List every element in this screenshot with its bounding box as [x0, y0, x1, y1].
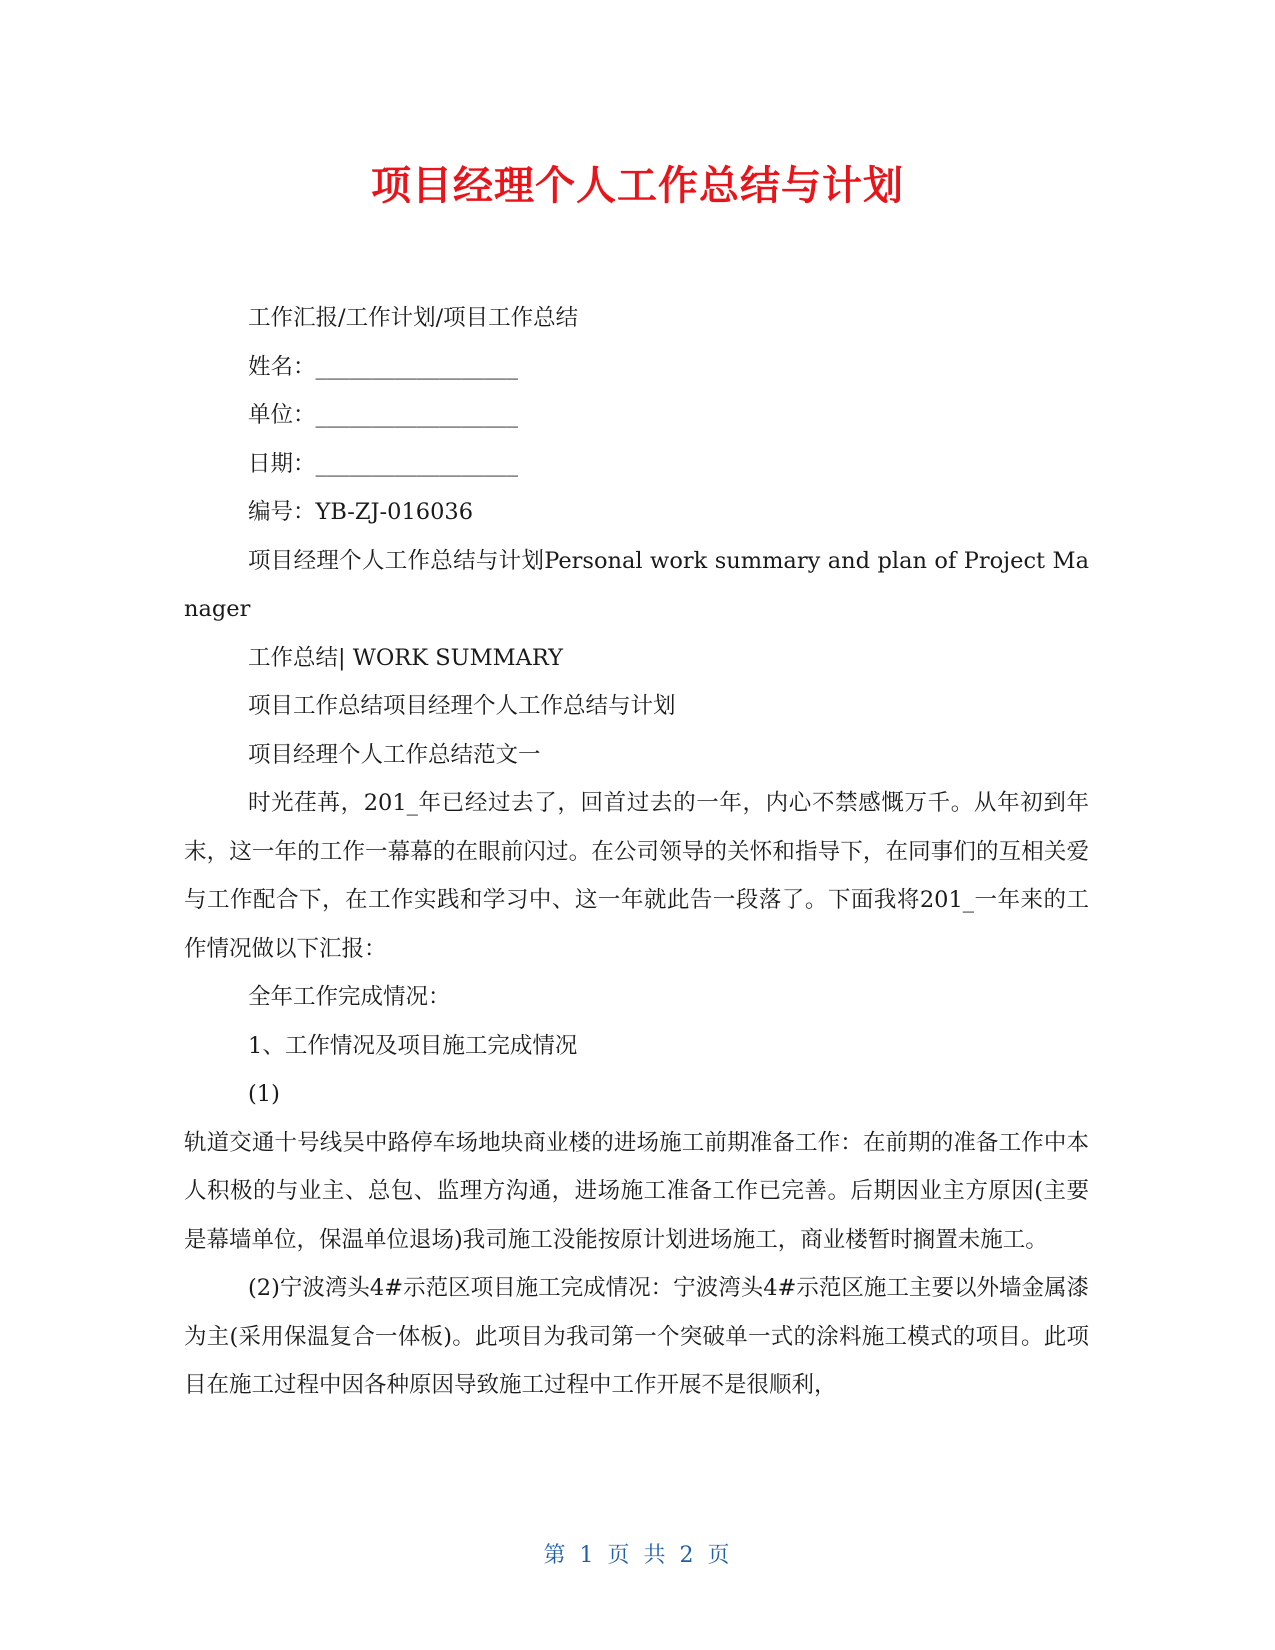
paragraph-intro: 时光荏苒，201_年已经过去了，回首过去的一年，内心不禁感慨万千。从年初到年末，这一年的工作一幕幕的在眼前闪过。在公司领导的关怀和指导下，在同事们的互相关爱与工作配合下，在工作实践和学习中、这一年就此告一段落了。下面我将201_一年来的工作情况做以下汇报： — [184, 790, 1089, 962]
paragraph-item-1-marker: (1) — [248, 1081, 280, 1107]
field-name: 姓名：__________________ — [248, 353, 519, 380]
field-date: 日期：__________________ — [248, 450, 519, 477]
field-number: 编号：YB-ZJ-016036 — [248, 499, 474, 525]
footer-label-di: 第 — [543, 1543, 568, 1568]
paragraph-category: 工作汇报/工作计划/项目工作总结 — [248, 305, 579, 331]
paragraph-heading-1: 项目工作总结项目经理个人工作总结与计划 — [248, 693, 676, 719]
paragraph-item-2: (2)宁波湾头4#示范区项目施工完成情况：宁波湾头4#示范区施工主要以外墙金属漆为主(采用保温复合一体板)。此项目为我司第一个突破单一式的涂料施工模式的项目。此项目在施工过程中因各种原因导致施工过程中工作开展不是很顺利， — [184, 1275, 1089, 1398]
paragraph-item-1-body: 轨道交通十号线吴中路停车场地块商业楼的进场施工前期准备工作：在前期的准备工作中本人积极的与业主、总包、监理方沟通，进场施工准备工作已完善。后期因业主方原因(主要是幕墙单位，保温单位退场)我司施工没能按原计划进场施工，商业楼暂时搁置未施工。 — [184, 1129, 1089, 1253]
paragraph-heading-2: 项目经理个人工作总结范文一 — [248, 741, 541, 768]
paragraph-item-1: 1、工作情况及项目施工完成情况 — [248, 1032, 578, 1059]
footer-label-ye: 页 — [607, 1543, 632, 1568]
document-title: 项目经理个人工作总结与计划 — [371, 163, 904, 209]
footer-label-gong: 共 — [643, 1543, 668, 1568]
document-body — [184, 294, 1089, 1410]
paragraph-work-summary-label: 工作总结| WORK SUMMARY — [248, 644, 564, 671]
footer-current-page: 1 — [579, 1543, 596, 1568]
field-unit: 单位：__________________ — [248, 402, 519, 428]
footer-total-pages: 2 — [679, 1543, 696, 1568]
paragraph-section-title: 全年工作完成情况： — [248, 984, 451, 1010]
page-footer — [0, 1538, 1275, 1569]
paragraph-subtitle: 项目经理个人工作总结与计划Personal work summary and plan of Project Manager — [184, 547, 1089, 622]
footer-label-ye-2: 页 — [707, 1543, 732, 1568]
